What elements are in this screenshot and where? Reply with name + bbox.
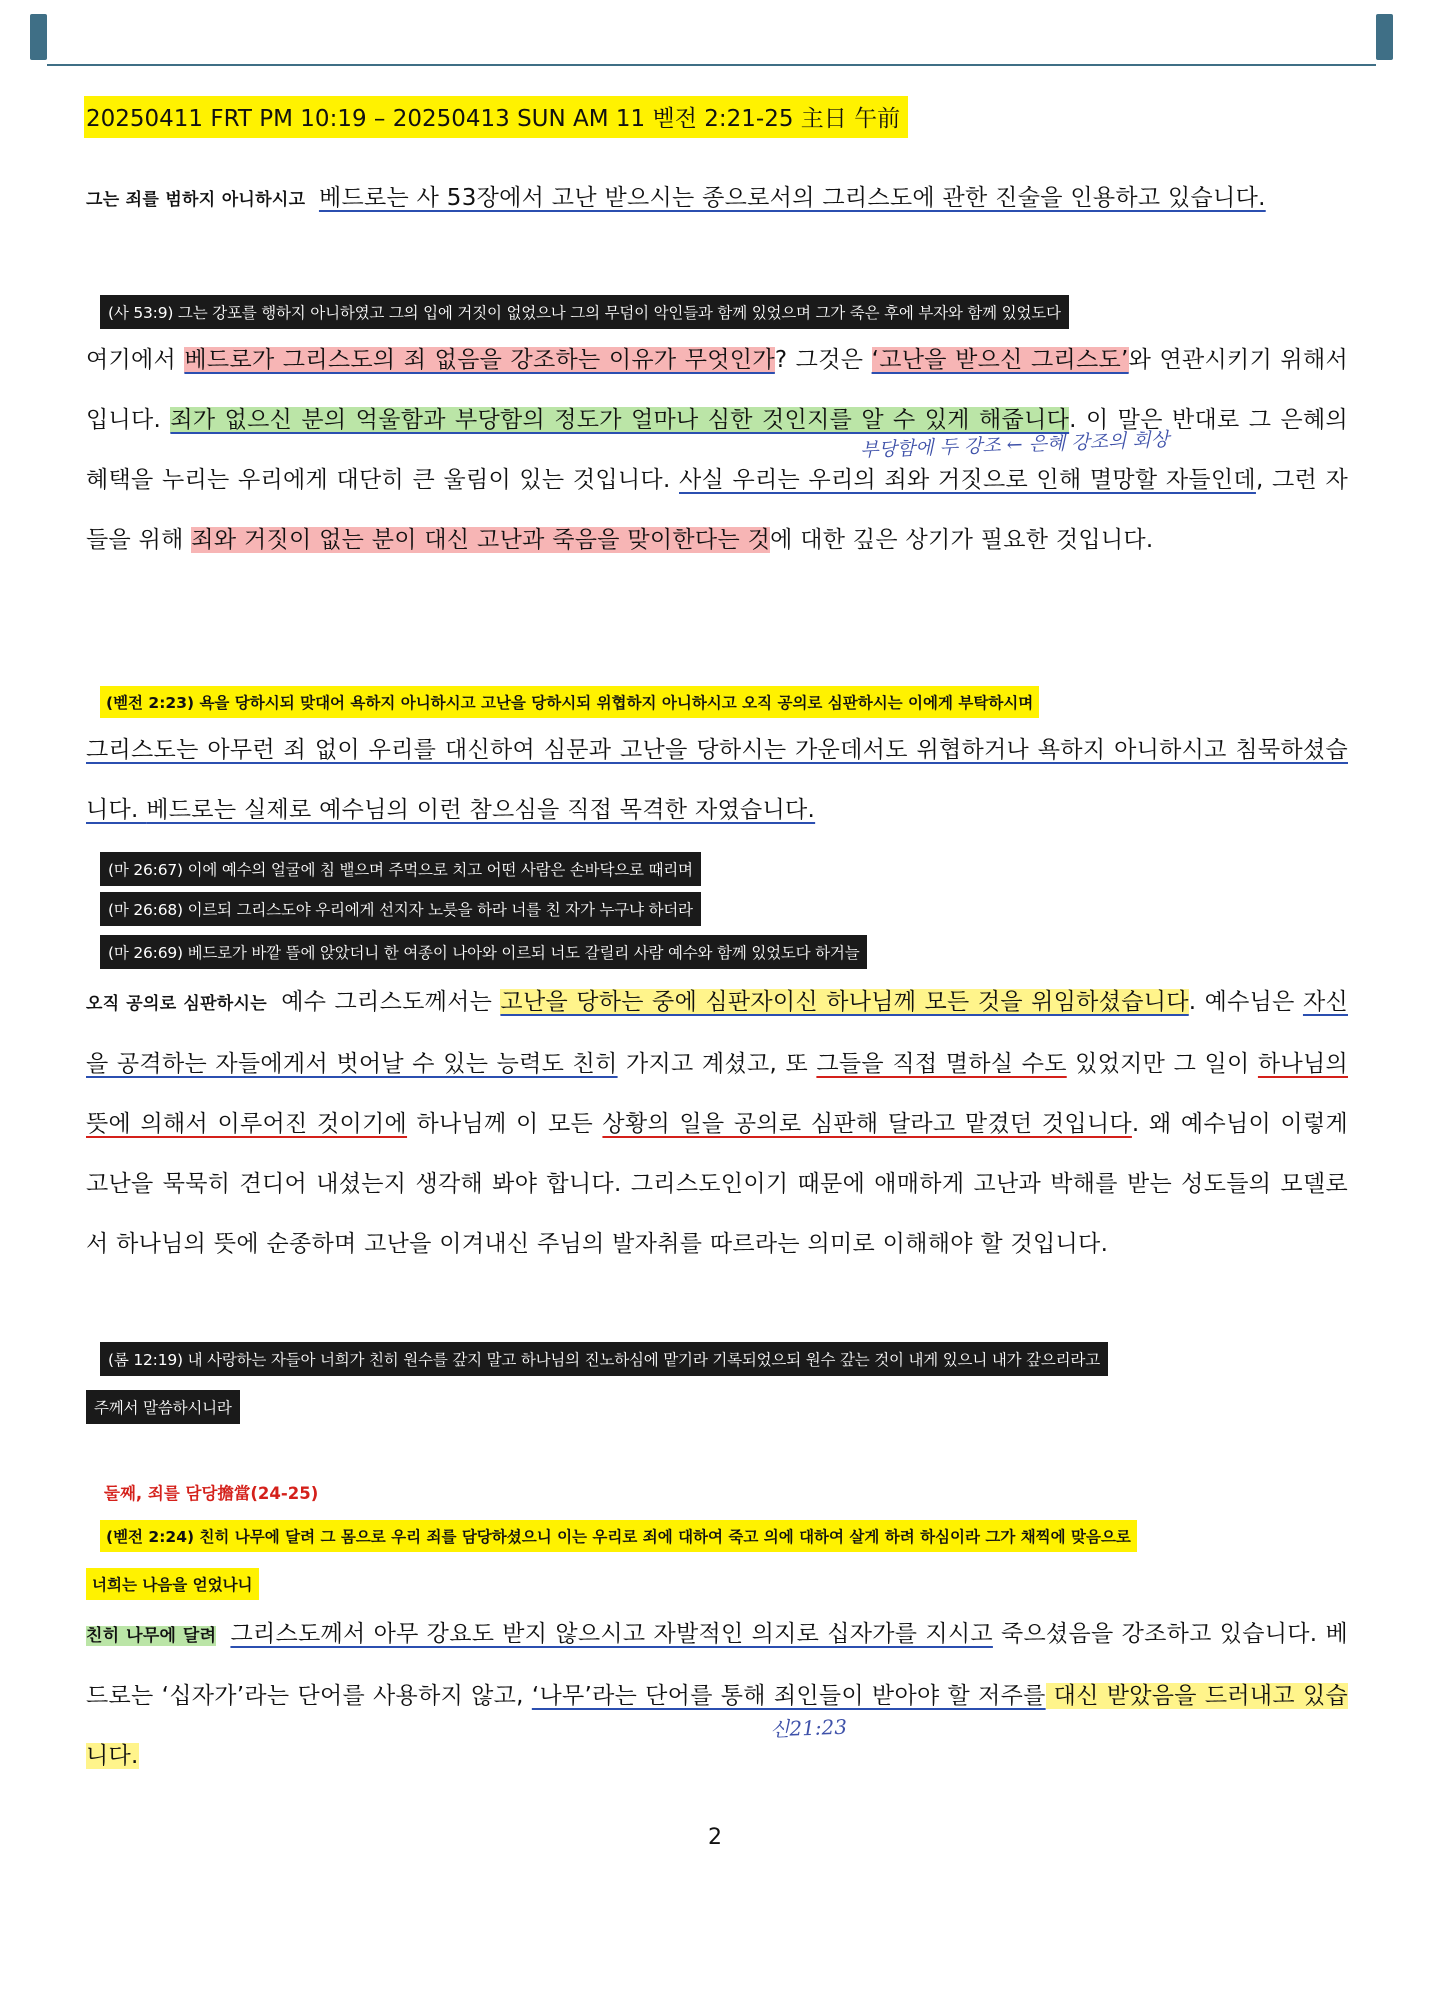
paragraph-1-lead: 그는 죄를 범하지 아니하시고 (86, 190, 306, 210)
verse-1pet-2-24-line-2: 너희는 나음을 얻었나니 (86, 1568, 259, 1600)
verse-rom-12-19-line-2: 주께서 말씀하시니라 (86, 1390, 240, 1424)
p2-s4: ‘고난을 받으신 그리스도’ (871, 347, 1129, 373)
paragraph-5 (86, 1604, 1348, 1786)
p2-s8: 사실 우리는 우리의 죄와 거짓으로 인해 멸망할 자들인데 (679, 467, 1256, 493)
verse-mt-26-67: (마 26:67) 이에 예수의 얼굴에 침 뱉으며 주먹으로 치고 어떤 사람은 손바닥으로 때리며 (100, 852, 701, 886)
paragraph-1-text: 베드로는 사 53장에서 고난 받으시는 종으로서의 그리스도에 관한 진술을 인용하고 있습니다. (318, 185, 1266, 211)
p4-s11: . 왜 예수님이 이렇게 고난을 묵묵히 견디어 내셨는지 생각해 봐야 합니다. 그리스도인이기 때문에 애매하게 고난과 박해를 받는 성도들의 모델로서 하나님의 뜻에 순종하며 고난을 이겨내신 주님의 발자취를 따르라는 의미로 이해해야 할 것입니다. (86, 1111, 1348, 1257)
right-margin-bar (1376, 14, 1393, 60)
paragraph-4-lead: 오직 공의로 심판하시는 (86, 994, 267, 1014)
header-title: 20250411 FRT PM 10:19 – 20250413 SUN AM 11 벧전 2:21-25 主日 午前 (84, 96, 908, 138)
p4-s6: 그들을 직접 멸하실 수도 (816, 1051, 1067, 1077)
verse-1pet-2-24-line-1: (벧전 2:24) 친히 나무에 달려 그 몸으로 우리 죄를 담당하셨으니 이는 우리로 죄에 대하여 죽고 의에 대하여 살게 하려 하심이라 그가 채찍에 맞음으로 (100, 1520, 1137, 1552)
p5-s4: ‘나무’라는 단어를 통해 죄인들이 받아야 할 저주를 (531, 1683, 1046, 1709)
p5-s1: 그리스도께서 아무 강요도 받지 않으시고 (230, 1621, 654, 1647)
handwritten-note-1: 부당함에 두 강조 ← 은혜 강조의 회상 (859, 428, 1170, 462)
p2-s3: ? 그것은 (774, 347, 872, 373)
p2-s10: 죄와 거짓이 없는 분이 대신 고난과 죽음을 맞이한다는 것 (191, 527, 771, 553)
p2-s6: 죄가 없으신 분의 억울함과 부당함의 정도가 얼마나 심한 것인지를 알 수 있게 해줍니다 (170, 407, 1070, 433)
verse-mt-26-68: (마 26:68) 이르되 그리스도야 우리에게 선지자 노릇을 하라 너를 친 자가 누구냐 하더라 (100, 892, 701, 926)
p2-s9: , 그런 자들을 위해 (86, 467, 1348, 553)
p4-s5: 가지고 계셨고, 또 (617, 1051, 817, 1077)
section-title: 둘째, 죄를 담당擔當(24-25) (104, 1484, 319, 1503)
paragraph-1 (86, 168, 1348, 230)
p4-s2: 고난을 당하는 중에 심판자이신 하나님께 모든 것을 위임하셨습니다 (500, 989, 1189, 1015)
header-rule (47, 64, 1376, 66)
p2-s1: 여기에서 (86, 347, 185, 373)
p2-s7: . 이 말은 반대로 그 은혜의 혜택을 누리는 우리에게 대단히 큰 울림이 있는 것입니다. (86, 407, 1348, 493)
p4-s4: 자신을 공격하는 자들에게서 벗어날 수 있는 능력도 친히 (86, 989, 1348, 1077)
left-margin-bar (30, 14, 47, 60)
verse-mt-26-69: (마 26:69) 베드로가 바깥 뜰에 앉았더니 한 여종이 나아와 이르되 너도 갈릴리 사람 예수와 함께 있었도다 하거늘 (100, 935, 867, 969)
p2-s11: 에 대한 깊은 상기가 필요한 것입니다. (770, 527, 1154, 553)
p5-s5: 대신 받았음을 드러내고 있습니다. (86, 1683, 1349, 1769)
p5-s2: 자발적인 의지로 십자가를 지시고 (653, 1621, 993, 1647)
p4-s7: 있었지만 그 일이 (1066, 1051, 1258, 1077)
p4-s9: 하나님께 이 모든 (407, 1111, 603, 1137)
p4-s3: . 예수님은 (1188, 989, 1303, 1015)
p3-s1: 그리스도는 아무런 죄 없이 우리를 대신하여 심문과 고난을 당하시는 가운데서도 위협하거나 욕하지 아니하시고 침묵하셨습니다. (86, 737, 1348, 823)
p4-s8: 하나님의 뜻에 의해서 이루어진 것이기에 (86, 1051, 1348, 1137)
verse-isa-53-9: (사 53:9) 그는 강포를 행하지 아니하였고 그의 입에 거짓이 없었으나 그의 무덤이 악인들과 함께 있었으며 그가 죽은 후에 부자와 함께 있었도다 (100, 295, 1069, 329)
p2-s5: 와 연관시키기 위해서입니다. (86, 347, 1348, 433)
paragraph-5-lead: 친히 나무에 달려 (86, 1626, 217, 1646)
paragraph-4 (86, 972, 1348, 1274)
p3-s2: 베드로는 실제로 예수님의 이런 참으심을 직접 목격한 자였습니다. (146, 797, 816, 823)
p4-s10: 상황의 일을 공의로 심판해 달라고 맡겼던 것입니다 (602, 1111, 1132, 1137)
handwritten-note-2: 신21:23 (769, 1714, 848, 1742)
verse-1pet-2-23: (벧전 2:23) 욕을 당하시되 맞대어 욕하지 아니하시고 고난을 당하시되 위협하지 아니하시고 오직 공의로 심판하시는 이에게 부탁하시며 (100, 686, 1039, 718)
p4-s1: 예수 그리스도께서는 (281, 989, 501, 1015)
paragraph-3 (86, 720, 1348, 840)
page-number: 2 (708, 1825, 722, 1850)
p5-s3: 죽으셨음을 강조하고 있습니다. 베드로는 ‘십자가’라는 단어를 사용하지 않고, (86, 1621, 1348, 1709)
verse-rom-12-19-line-1: (롬 12:19) 내 사랑하는 자들아 너희가 친히 원수를 갚지 말고 하나님의 진노하심에 맡기라 기록되었으되 원수 갚는 것이 내게 있으니 내가 갚으리라고 (100, 1342, 1108, 1376)
p2-s2: 베드로가 그리스도의 죄 없음을 강조하는 이유가 무엇인가 (184, 347, 775, 373)
